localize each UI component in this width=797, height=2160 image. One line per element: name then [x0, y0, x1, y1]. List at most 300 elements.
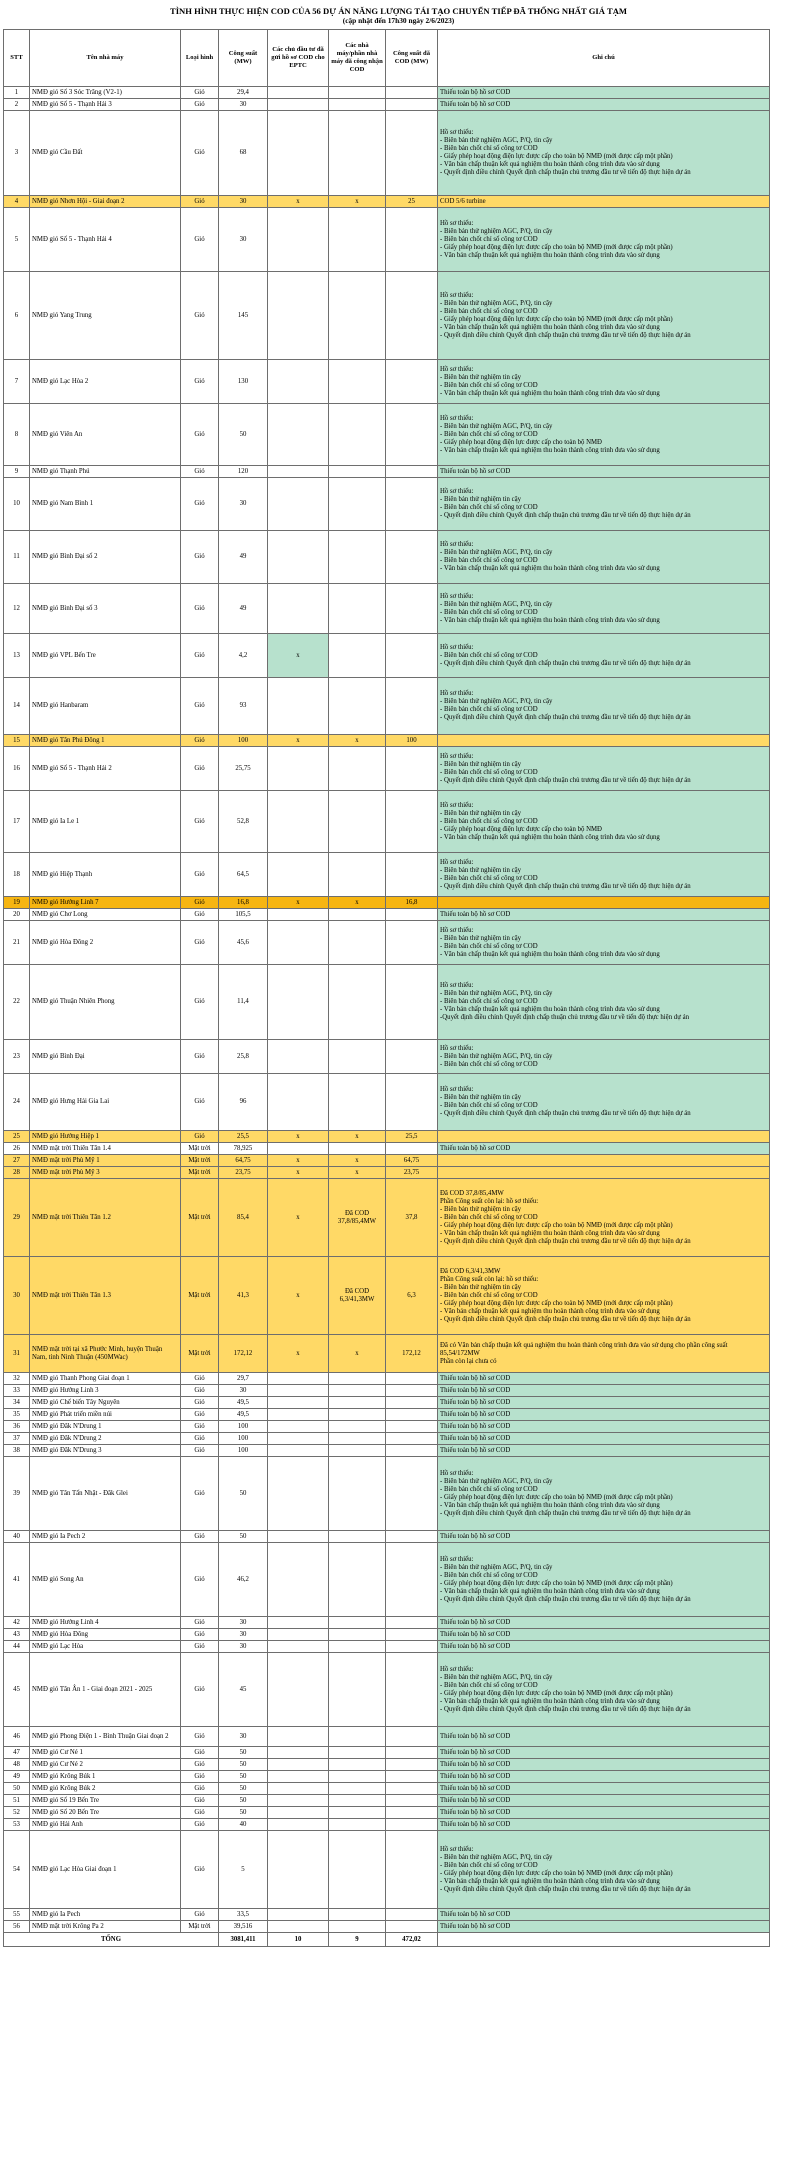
row-stt: 44 — [4, 1641, 30, 1653]
row-recognized: Đã COD 6,3/41,3MW — [329, 1257, 386, 1335]
row-cod-capacity — [386, 1457, 438, 1531]
row-type: Gió — [181, 1759, 219, 1771]
row-stt: 53 — [4, 1819, 30, 1831]
row-cod-capacity — [386, 1783, 438, 1795]
row-sent — [268, 747, 329, 791]
row-stt: 4 — [4, 196, 30, 208]
row-capacity: 5 — [219, 1831, 268, 1909]
row-capacity: 25,8 — [219, 1040, 268, 1074]
row-capacity: 78,925 — [219, 1143, 268, 1155]
row-note: Thiếu toàn bộ hồ sơ COD — [438, 909, 770, 921]
row-sent — [268, 1629, 329, 1641]
row-note: Đã COD 37,8/85,4MW Phần Công suất còn lại: hồ sơ thiếu: - Biên bản thử nghiệm tin cậy - Biên bản chốt chỉ số công tơ COD - Giấy phép hoạt động điện lực được cấp cho toàn bộ NMĐ (mới được cấp một phần) - Văn bản chấp thuận kết quả nghiệm thu hoàn thành công trình đưa vào sử dụng - Quyết định điều chỉnh Quyết định chấp thuận chủ trương đầu tư về tiến độ thực hiện dự án — [438, 1179, 770, 1257]
row-note: Thiếu toàn bộ hồ sơ COD — [438, 1783, 770, 1795]
page-title: TÌNH HÌNH THỰC HIỆN COD CỦA 56 DỰ ÁN NĂNG LƯỢNG TÁI TẠO CHUYỂN TIẾP ĐÃ THỐNG NHẤT GIÁ TẠM — [169, 6, 628, 16]
table-row — [4, 1409, 770, 1421]
row-type: Gió — [181, 791, 219, 853]
row-stt: 36 — [4, 1421, 30, 1433]
row-cod-capacity — [386, 678, 438, 735]
row-note: Hồ sơ thiếu: - Biên bản thử nghiệm tin cậy - Biên bản chốt chỉ số công tơ COD - Quyết định điều chỉnh Quyết định chấp thuận chủ trương đầu tư về tiến độ thực hiện dự án — [438, 853, 770, 897]
row-sent: x — [268, 634, 329, 678]
row-sent — [268, 678, 329, 735]
row-stt: 54 — [4, 1831, 30, 1909]
row-recognized — [329, 1807, 386, 1819]
row-capacity: 50 — [219, 404, 268, 466]
row-sent — [268, 1397, 329, 1409]
table-row — [4, 1543, 770, 1617]
row-name: NMĐ gió Viên An — [30, 404, 181, 466]
row-sent: x — [268, 1335, 329, 1373]
row-name: NMĐ gió Đăk N'Drung 1 — [30, 1421, 181, 1433]
row-type: Gió — [181, 909, 219, 921]
row-note — [438, 1131, 770, 1143]
row-name: NMĐ gió Lạc Hòa Giai đoạn 1 — [30, 1831, 181, 1909]
table-row — [4, 1445, 770, 1457]
row-note: Hồ sơ thiếu: - Biên bản thử nghiệm AGC, P/Q, tin cậy - Biên bản chốt chỉ số công tơ COD - Giấy phép hoạt động điện lực được cấp cho toàn bộ NMĐ - Văn bản chấp thuận kết quả nghiệm thu hoàn thành công trình đưa vào sử dụng — [438, 404, 770, 466]
row-type: Gió — [181, 478, 219, 531]
row-note: Đã có Văn bản chấp thuận kết quả nghiệm thu hoàn thành công trình đưa vào sử dụng cho phần công suất 85,54/172MW Phần còn lại chưa có — [438, 1335, 770, 1373]
row-cod-capacity — [386, 1831, 438, 1909]
row-recognized — [329, 111, 386, 196]
row-sent — [268, 1747, 329, 1759]
table-row — [4, 1373, 770, 1385]
row-note: Thiếu toàn bộ hồ sơ COD — [438, 87, 770, 99]
row-recognized — [329, 1759, 386, 1771]
row-stt: 48 — [4, 1759, 30, 1771]
row-type: Gió — [181, 1445, 219, 1457]
header-stt: STT — [4, 30, 30, 87]
header-type: Loại hình — [181, 30, 219, 87]
row-cod-capacity: 6,3 — [386, 1257, 438, 1335]
row-recognized — [329, 1373, 386, 1385]
row-capacity: 172,12 — [219, 1335, 268, 1373]
row-note: Hồ sơ thiếu: - Biên bản thử nghiệm AGC, P/Q, tin cậy - Biên bản chốt chỉ số công tơ COD - Giấy phép hoạt động điện lực được cấp cho toàn bộ NMĐ (mới được cấp một phần) - Văn bản chấp thuận kết quả nghiệm thu hoàn thành công trình đưa vào sử dụng - Quyết định điều chỉnh Quyết định chấp thuận chủ trương đầu tư về tiến độ thực hiện dự án — [438, 272, 770, 360]
row-cod-capacity — [386, 1641, 438, 1653]
row-stt: 45 — [4, 1653, 30, 1727]
row-recognized — [329, 909, 386, 921]
row-note: Hồ sơ thiếu: - Biên bản thử nghiệm AGC, P/Q, tin cậy - Biên bản chốt chỉ số công tơ COD - Văn bản chấp thuận kết quả nghiệm thu hoàn thành công trình đưa vào sử dụng -Quyết định điều chỉnh Quyết định chấp thuận chủ trương đầu tư về tiến độ thực hiện dự án — [438, 965, 770, 1040]
row-note: Thiếu toàn bộ hồ sơ COD — [438, 1445, 770, 1457]
row-cod-capacity — [386, 87, 438, 99]
row-capacity: 23,75 — [219, 1167, 268, 1179]
row-stt: 38 — [4, 1445, 30, 1457]
row-sent — [268, 1771, 329, 1783]
row-cod-capacity — [386, 1433, 438, 1445]
row-name: NMĐ mặt trời Krông Pa 2 — [30, 1921, 181, 1933]
row-recognized: x — [329, 897, 386, 909]
row-stt: 35 — [4, 1409, 30, 1421]
row-name: NMĐ gió Cư Né 2 — [30, 1759, 181, 1771]
row-recognized — [329, 1783, 386, 1795]
row-name: NMĐ gió Bình Đại số 2 — [30, 531, 181, 584]
row-recognized: x — [329, 1335, 386, 1373]
table-row — [4, 1335, 770, 1373]
row-cod-capacity — [386, 1074, 438, 1131]
row-stt: 1 — [4, 87, 30, 99]
row-stt: 11 — [4, 531, 30, 584]
row-note: Thiếu toàn bộ hồ sơ COD — [438, 1397, 770, 1409]
row-capacity: 45 — [219, 1653, 268, 1727]
row-capacity: 11,4 — [219, 965, 268, 1040]
row-stt: 50 — [4, 1783, 30, 1795]
row-type: Gió — [181, 1807, 219, 1819]
row-name: NMĐ gió Bình Đại — [30, 1040, 181, 1074]
row-sent — [268, 1445, 329, 1457]
row-name: NMĐ gió Nam Bình 1 — [30, 478, 181, 531]
row-cod-capacity — [386, 1819, 438, 1831]
row-type: Gió — [181, 1617, 219, 1629]
row-name: NMĐ gió Hướng Linh 4 — [30, 1617, 181, 1629]
row-stt: 28 — [4, 1167, 30, 1179]
row-sent — [268, 1783, 329, 1795]
table-row — [4, 791, 770, 853]
row-stt: 40 — [4, 1531, 30, 1543]
row-name: NMĐ gió Krông Búk 1 — [30, 1771, 181, 1783]
row-name: NMĐ gió Hải Anh — [30, 1819, 181, 1831]
row-note: Thiếu toàn bộ hồ sơ COD — [438, 99, 770, 111]
row-recognized — [329, 1445, 386, 1457]
table-row — [4, 1641, 770, 1653]
row-type: Gió — [181, 735, 219, 747]
row-note: Hồ sơ thiếu: - Biên bản thử nghiệm AGC, P/Q, tin cậy - Biên bản chốt chỉ số công tơ COD - Giấy phép hoạt động điện lực được cấp cho toàn bộ NMĐ (mới được cấp một phần) - Văn bản chấp thuận kết quả nghiệm thu hoàn thành công trình đưa vào sử dụng — [438, 208, 770, 272]
row-type: Gió — [181, 1727, 219, 1747]
table-row — [4, 1831, 770, 1909]
row-capacity: 50 — [219, 1747, 268, 1759]
row-cod-capacity — [386, 272, 438, 360]
row-recognized — [329, 1040, 386, 1074]
row-note: Hồ sơ thiếu: - Biên bản chốt chỉ số công tơ COD - Quyết định điều chỉnh Quyết định chấp thuận chủ trương đầu tư về tiến độ thực hiện dự án — [438, 634, 770, 678]
row-capacity: 30 — [219, 1385, 268, 1397]
row-note: Thiếu toàn bộ hồ sơ COD — [438, 1433, 770, 1445]
row-stt: 56 — [4, 1921, 30, 1933]
row-capacity: 100 — [219, 735, 268, 747]
row-note — [438, 735, 770, 747]
table-row — [4, 531, 770, 584]
table-row — [4, 1727, 770, 1747]
table-row — [4, 1771, 770, 1783]
row-sent — [268, 1653, 329, 1727]
row-name: NMĐ gió Hòa Đông 2 — [30, 921, 181, 965]
row-sent — [268, 87, 329, 99]
row-sent: x — [268, 1155, 329, 1167]
row-recognized — [329, 1433, 386, 1445]
row-sent — [268, 531, 329, 584]
row-sent — [268, 584, 329, 634]
row-note: Hồ sơ thiếu: - Biên bản thử nghiệm AGC, P/Q, tin cậy - Biên bản chốt chỉ số công tơ COD - Văn bản chấp thuận kết quả nghiệm thu hoàn thành công trình đưa vào sử dụng — [438, 531, 770, 584]
table-row — [4, 1653, 770, 1727]
table-row — [4, 584, 770, 634]
row-cod-capacity — [386, 111, 438, 196]
row-cod-capacity — [386, 1397, 438, 1409]
row-note: Hồ sơ thiếu: - Biên bản thử nghiệm AGC, P/Q, tin cậy - Biên bản chốt chỉ số công tơ COD — [438, 1040, 770, 1074]
row-note: Hồ sơ thiếu: - Biên bản thử nghiệm tin cậy - Biên bản chốt chỉ số công tơ COD - Quyết định điều chỉnh Quyết định chấp thuận chủ trương đầu tư về tiến độ thực hiện dự án — [438, 478, 770, 531]
row-type: Gió — [181, 1074, 219, 1131]
row-cod-capacity — [386, 965, 438, 1040]
row-type: Gió — [181, 1771, 219, 1783]
row-recognized: x — [329, 735, 386, 747]
row-type: Gió — [181, 87, 219, 99]
row-cod-capacity — [386, 921, 438, 965]
row-type: Gió — [181, 1641, 219, 1653]
row-cod-capacity: 100 — [386, 735, 438, 747]
row-cod-capacity — [386, 1531, 438, 1543]
row-cod-capacity: 37,8 — [386, 1179, 438, 1257]
row-capacity: 50 — [219, 1457, 268, 1531]
row-capacity: 29,4 — [219, 87, 268, 99]
row-stt: 42 — [4, 1617, 30, 1629]
row-cod-capacity — [386, 1543, 438, 1617]
row-type: Mặt trời — [181, 1143, 219, 1155]
row-cod-capacity — [386, 909, 438, 921]
row-recognized — [329, 747, 386, 791]
row-name: NMĐ gió Số 5 - Thạnh Hải 2 — [30, 747, 181, 791]
table-row — [4, 478, 770, 531]
row-sent — [268, 1409, 329, 1421]
table-row — [4, 678, 770, 735]
row-recognized — [329, 360, 386, 404]
table-row — [4, 1385, 770, 1397]
row-stt: 55 — [4, 1909, 30, 1921]
row-capacity: 49,5 — [219, 1409, 268, 1421]
row-name: NMĐ gió Đăk N'Drung 2 — [30, 1433, 181, 1445]
table-row — [4, 1819, 770, 1831]
row-capacity: 68 — [219, 111, 268, 196]
row-sent — [268, 853, 329, 897]
row-name: NMĐ gió Chế biến Tây Nguyên — [30, 1397, 181, 1409]
row-name: NMĐ gió Hưng Hải Gia Lai — [30, 1074, 181, 1131]
total-note — [438, 1933, 770, 1947]
row-name: NMĐ gió Lạc Hòa 2 — [30, 360, 181, 404]
table-row — [4, 111, 770, 196]
row-note: Thiếu toàn bộ hồ sơ COD — [438, 1771, 770, 1783]
row-sent — [268, 1433, 329, 1445]
table-row — [4, 1143, 770, 1155]
row-cod-capacity — [386, 1921, 438, 1933]
row-stt: 3 — [4, 111, 30, 196]
row-name: NMĐ gió Số 5 - Thạnh Hải 4 — [30, 208, 181, 272]
row-stt: 26 — [4, 1143, 30, 1155]
row-sent: x — [268, 1167, 329, 1179]
row-name: NMĐ gió Phát triển miền núi — [30, 1409, 181, 1421]
row-note: Thiếu toàn bộ hồ sơ COD — [438, 1409, 770, 1421]
row-stt: 20 — [4, 909, 30, 921]
table-row — [4, 909, 770, 921]
row-stt: 7 — [4, 360, 30, 404]
row-cod-capacity — [386, 1795, 438, 1807]
table-row — [4, 853, 770, 897]
row-type: Gió — [181, 897, 219, 909]
row-name: NMĐ mặt trời tại xã Phước Minh, huyện Thuận Nam, tỉnh Ninh Thuận (450MWac) — [30, 1335, 181, 1373]
row-capacity: 50 — [219, 1807, 268, 1819]
table-row — [4, 272, 770, 360]
row-stt: 41 — [4, 1543, 30, 1617]
row-stt: 10 — [4, 478, 30, 531]
row-recognized — [329, 272, 386, 360]
row-capacity: 52,8 — [219, 791, 268, 853]
row-name: NMĐ gió Số 19 Bến Tre — [30, 1795, 181, 1807]
row-note: Thiếu toàn bộ hồ sơ COD — [438, 1727, 770, 1747]
row-capacity: 30 — [219, 99, 268, 111]
row-name: NMĐ gió Nhơn Hội - Giai đoạn 2 — [30, 196, 181, 208]
row-cod-capacity: 23,75 — [386, 1167, 438, 1179]
row-cod-capacity — [386, 466, 438, 478]
row-cod-capacity — [386, 1807, 438, 1819]
row-recognized — [329, 1397, 386, 1409]
row-capacity: 120 — [219, 466, 268, 478]
row-name: NMĐ gió Cầu Đất — [30, 111, 181, 196]
row-cod-capacity — [386, 747, 438, 791]
row-recognized — [329, 1617, 386, 1629]
table-row — [4, 208, 770, 272]
row-capacity: 130 — [219, 360, 268, 404]
row-type: Gió — [181, 466, 219, 478]
row-recognized — [329, 87, 386, 99]
row-recognized — [329, 1819, 386, 1831]
table-row — [4, 1421, 770, 1433]
row-recognized — [329, 1143, 386, 1155]
total-sent: 10 — [268, 1933, 329, 1947]
total-capacity: 3081,411 — [219, 1933, 268, 1947]
row-capacity: 100 — [219, 1445, 268, 1457]
row-note: Thiếu toàn bộ hồ sơ COD — [438, 1143, 770, 1155]
row-capacity: 30 — [219, 1727, 268, 1747]
row-note: Đã COD 6,3/41,3MW Phần Công suất còn lại: hồ sơ thiếu: - Biên bản thử nghiệm tin cậy - Biên bản chốt chỉ số công tơ COD - Giấy phép hoạt động điện lực được cấp cho toàn bộ NMĐ (mới được cấp một phần) - Văn bản chấp thuận kết quả nghiệm thu hoàn thành công trình đưa vào sử dụng - Quyết định điều chỉnh Quyết định chấp thuận chủ trương đầu tư về tiến độ thực hiện dự án — [438, 1257, 770, 1335]
row-cod-capacity — [386, 1409, 438, 1421]
row-cod-capacity — [386, 1747, 438, 1759]
row-type: Gió — [181, 1831, 219, 1909]
row-recognized: Đã COD 37,8/85,4MW — [329, 1179, 386, 1257]
row-type: Gió — [181, 965, 219, 1040]
row-recognized — [329, 921, 386, 965]
row-name: NMĐ gió Thanh Phong Giai đoạn 1 — [30, 1373, 181, 1385]
row-capacity: 50 — [219, 1531, 268, 1543]
row-note: Thiếu toàn bộ hồ sơ COD — [438, 1819, 770, 1831]
row-recognized — [329, 1629, 386, 1641]
total-cod-capacity: 472,02 — [386, 1933, 438, 1947]
row-sent — [268, 1143, 329, 1155]
row-type: Gió — [181, 1747, 219, 1759]
row-note — [438, 897, 770, 909]
table-row — [4, 1759, 770, 1771]
row-capacity: 41,3 — [219, 1257, 268, 1335]
row-recognized — [329, 404, 386, 466]
row-type: Gió — [181, 1531, 219, 1543]
row-stt: 27 — [4, 1155, 30, 1167]
row-name: NMĐ gió Số 20 Bến Tre — [30, 1807, 181, 1819]
row-name: NMĐ gió Yang Trung — [30, 272, 181, 360]
row-stt: 19 — [4, 897, 30, 909]
row-stt: 30 — [4, 1257, 30, 1335]
row-note: Thiếu toàn bộ hồ sơ COD — [438, 1921, 770, 1933]
row-sent — [268, 1040, 329, 1074]
row-sent — [268, 1759, 329, 1771]
row-note — [438, 1167, 770, 1179]
table-row — [4, 1074, 770, 1131]
row-note: Hồ sơ thiếu: - Biên bản thử nghiệm AGC, P/Q, tin cậy - Biên bản chốt chỉ số công tơ COD - Giấy phép hoạt động điện lực được cấp cho toàn bộ NMĐ (mới được cấp một phần) - Văn bản chấp thuận kết quả nghiệm thu hoàn thành công trình đưa vào sử dụng - Quyết định điều chỉnh Quyết định chấp thuận chủ trương đầu tư về tiến độ thực hiện dự án — [438, 1653, 770, 1727]
row-stt: 32 — [4, 1373, 30, 1385]
row-note: Thiếu toàn bộ hồ sơ COD — [438, 1795, 770, 1807]
row-recognized — [329, 1074, 386, 1131]
row-capacity: 64,75 — [219, 1155, 268, 1167]
row-capacity: 49 — [219, 584, 268, 634]
row-name: NMĐ mặt trời Phù Mỹ 1 — [30, 1155, 181, 1167]
table-row — [4, 1155, 770, 1167]
row-name: NMĐ gió Chơ Long — [30, 909, 181, 921]
row-name: NMĐ mặt trời Phù Mỹ 3 — [30, 1167, 181, 1179]
row-type: Gió — [181, 1373, 219, 1385]
row-sent — [268, 1421, 329, 1433]
row-type: Gió — [181, 921, 219, 965]
table-row — [4, 1807, 770, 1819]
row-cod-capacity: 64,75 — [386, 1155, 438, 1167]
row-recognized — [329, 1653, 386, 1727]
row-name: NMĐ mặt trời Thiên Tân 1.2 — [30, 1179, 181, 1257]
row-cod-capacity: 25 — [386, 196, 438, 208]
row-stt: 51 — [4, 1795, 30, 1807]
row-note: Thiếu toàn bộ hồ sơ COD — [438, 1759, 770, 1771]
row-name: NMĐ gió Hiệp Thạnh — [30, 853, 181, 897]
row-name: NMĐ gió Hướng Linh 3 — [30, 1385, 181, 1397]
row-cod-capacity — [386, 478, 438, 531]
row-cod-capacity — [386, 1445, 438, 1457]
row-type: Gió — [181, 531, 219, 584]
row-note: Hồ sơ thiếu: - Biên bản thử nghiệm AGC, P/Q, tin cậy - Biên bản chốt chỉ số công tơ COD - Quyết định điều chỉnh Quyết định chấp thuận chủ trương đầu tư về tiến độ thực hiện dự án — [438, 678, 770, 735]
row-cod-capacity — [386, 1771, 438, 1783]
row-stt: 29 — [4, 1179, 30, 1257]
row-cod-capacity — [386, 1727, 438, 1747]
row-type: Gió — [181, 1131, 219, 1143]
table-row — [4, 87, 770, 99]
row-recognized — [329, 1795, 386, 1807]
row-note: Hồ sơ thiếu: - Biên bản thử nghiệm tin cậy - Biên bản chốt chỉ số công tơ COD - Văn bản chấp thuận kết quả nghiệm thu hoàn thành công trình đưa vào sử dụng — [438, 921, 770, 965]
row-note: Hồ sơ thiếu: - Biên bản thử nghiệm tin cậy - Biên bản chốt chỉ số công tơ COD - Quyết định điều chỉnh Quyết định chấp thuận chủ trương đầu tư về tiến độ thực hiện dự án — [438, 1074, 770, 1131]
row-cod-capacity — [386, 634, 438, 678]
row-cod-capacity — [386, 853, 438, 897]
row-stt: 39 — [4, 1457, 30, 1531]
row-stt: 15 — [4, 735, 30, 747]
row-sent — [268, 360, 329, 404]
row-stt: 47 — [4, 1747, 30, 1759]
row-name: NMĐ gió Bình Đại số 3 — [30, 584, 181, 634]
table-row — [4, 1397, 770, 1409]
row-cod-capacity — [386, 360, 438, 404]
table-row — [4, 634, 770, 678]
row-note: Thiếu toàn bộ hồ sơ COD — [438, 1629, 770, 1641]
page-subtitle: (cập nhật đến 17h30 ngày 2/6/2023) — [342, 16, 455, 25]
row-capacity: 30 — [219, 208, 268, 272]
table-row — [4, 360, 770, 404]
row-capacity: 30 — [219, 1629, 268, 1641]
table-row — [4, 1040, 770, 1074]
table-row — [4, 1629, 770, 1641]
row-name: NMĐ gió Ia Le 1 — [30, 791, 181, 853]
table-row — [4, 1179, 770, 1257]
table-row — [4, 99, 770, 111]
row-cod-capacity: 16,8 — [386, 897, 438, 909]
row-capacity: 100 — [219, 1433, 268, 1445]
row-capacity: 50 — [219, 1759, 268, 1771]
row-capacity: 50 — [219, 1783, 268, 1795]
row-sent — [268, 1921, 329, 1933]
row-type: Gió — [181, 1819, 219, 1831]
row-stt: 12 — [4, 584, 30, 634]
row-type: Gió — [181, 1543, 219, 1617]
row-stt: 21 — [4, 921, 30, 965]
row-type: Mặt trời — [181, 1179, 219, 1257]
row-stt: 52 — [4, 1807, 30, 1819]
row-sent: x — [268, 897, 329, 909]
row-note: COD 5/6 turbine — [438, 196, 770, 208]
